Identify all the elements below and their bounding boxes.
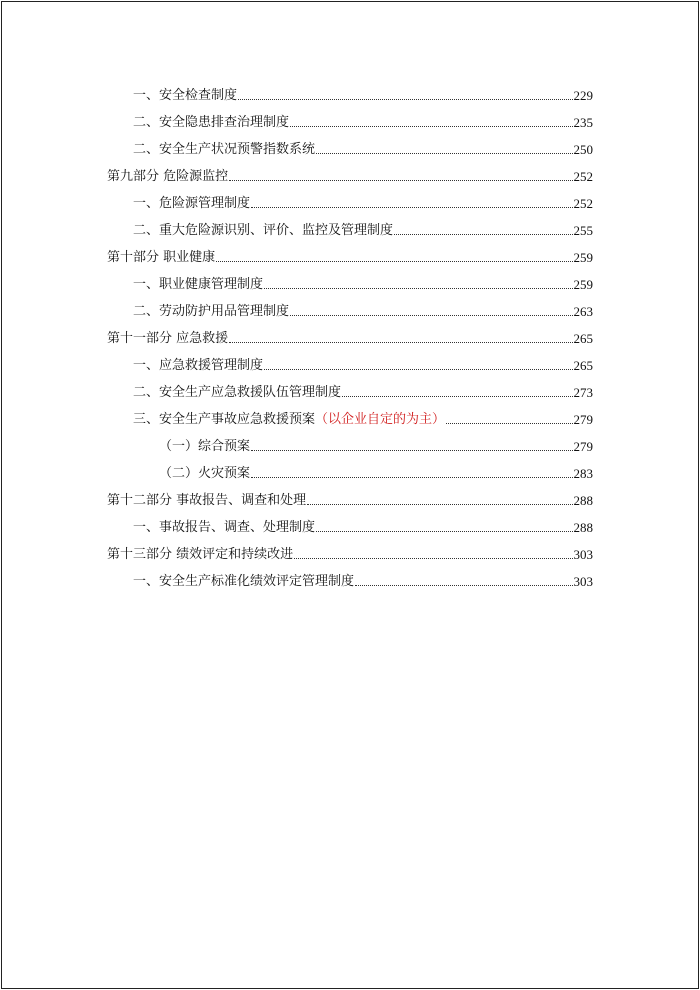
toc-entry-note: （以企业自定的为主） bbox=[315, 412, 446, 427]
toc-page-number: 259 bbox=[573, 250, 593, 265]
dot-leader bbox=[294, 558, 572, 559]
toc-page-number: 250 bbox=[573, 142, 593, 157]
toc-page-number: 252 bbox=[573, 169, 593, 184]
toc-entry-title: 一、安全检查制度 bbox=[133, 88, 238, 103]
toc-section-entry[interactable] bbox=[107, 543, 593, 563]
dot-leader bbox=[290, 315, 572, 316]
dot-leader bbox=[446, 423, 572, 424]
toc-entry-title: 第十一部分 应急救援 bbox=[107, 331, 229, 346]
toc-page-number: 279 bbox=[573, 412, 593, 427]
toc-page-number: 303 bbox=[573, 547, 593, 562]
toc-page-number: 259 bbox=[573, 277, 593, 292]
toc-section-entry[interactable] bbox=[107, 165, 593, 185]
toc-entry[interactable] bbox=[133, 111, 593, 131]
toc-entry[interactable] bbox=[133, 138, 593, 158]
dot-leader bbox=[316, 153, 572, 154]
toc-entry-title: 一、安全生产标准化绩效评定管理制度 bbox=[133, 574, 355, 589]
toc-section-entry[interactable] bbox=[107, 246, 593, 266]
toc-page-number: 229 bbox=[573, 88, 593, 103]
dot-leader bbox=[264, 288, 572, 289]
toc-entry-title: 第十部分 职业健康 bbox=[107, 250, 216, 265]
toc-page-number: 255 bbox=[573, 223, 593, 238]
toc-page-number: 263 bbox=[573, 304, 593, 319]
toc-page-number: 265 bbox=[573, 358, 593, 373]
toc-subentry[interactable] bbox=[159, 435, 593, 455]
dot-leader bbox=[264, 369, 572, 370]
dot-leader bbox=[316, 531, 572, 532]
toc-page-number: 288 bbox=[573, 520, 593, 535]
toc-entry[interactable] bbox=[133, 570, 593, 590]
toc-entry-title: 第十三部分 绩效评定和持续改进 bbox=[107, 547, 294, 562]
toc-entry-title: 一、应急救援管理制度 bbox=[133, 358, 264, 373]
toc-entry[interactable] bbox=[133, 354, 593, 374]
dot-leader bbox=[342, 396, 572, 397]
toc-section-entry[interactable] bbox=[107, 327, 593, 347]
toc-entry-title: 二、安全生产状况预警指数系统 bbox=[133, 142, 316, 157]
toc-entry-title: 一、危险源管理制度 bbox=[133, 196, 251, 211]
dot-leader bbox=[290, 126, 572, 127]
toc-section-entry[interactable] bbox=[107, 489, 593, 509]
toc-page-number: 279 bbox=[573, 439, 593, 454]
toc-entry[interactable] bbox=[133, 273, 593, 293]
dot-leader bbox=[307, 504, 572, 505]
dot-leader bbox=[394, 234, 572, 235]
toc-entry-title: 第十二部分 事故报告、调查和处理 bbox=[107, 493, 307, 508]
toc-entry[interactable] bbox=[133, 381, 593, 401]
toc-page-number: 265 bbox=[573, 331, 593, 346]
toc-page-number: 288 bbox=[573, 493, 593, 508]
toc-entry-title: （一）综合预案 bbox=[159, 439, 251, 454]
toc-entry-title: 一、职业健康管理制度 bbox=[133, 277, 264, 292]
dot-leader bbox=[216, 261, 572, 262]
toc-entry-title: 第九部分 危险源监控 bbox=[107, 169, 229, 184]
dot-leader bbox=[355, 585, 572, 586]
toc-entry-title: （二）火灾预案 bbox=[159, 466, 251, 481]
toc-page-number: 273 bbox=[573, 385, 593, 400]
toc-entry[interactable] bbox=[133, 192, 593, 212]
toc-entry[interactable] bbox=[133, 219, 593, 239]
toc-subentry[interactable] bbox=[159, 462, 593, 482]
toc-entry-title: 二、安全隐患排查治理制度 bbox=[133, 115, 290, 130]
toc-entry-title: 二、重大危险源识别、评价、监控及管理制度 bbox=[133, 223, 394, 238]
dot-leader bbox=[229, 342, 572, 343]
dot-leader bbox=[251, 450, 572, 451]
toc-page-number: 252 bbox=[573, 196, 593, 211]
toc-entry-title: 二、安全生产应急救援队伍管理制度 bbox=[133, 385, 342, 400]
toc-entry[interactable] bbox=[133, 300, 593, 320]
toc-page-number: 235 bbox=[573, 115, 593, 130]
toc-entry-title: 三、安全生产事故应急救援预案 bbox=[133, 412, 316, 427]
toc-entry-title: 二、劳动防护用品管理制度 bbox=[133, 304, 290, 319]
dot-leader bbox=[251, 207, 572, 208]
toc-entry[interactable] bbox=[133, 84, 593, 104]
dot-leader bbox=[238, 99, 572, 100]
toc-page-number: 283 bbox=[573, 466, 593, 481]
toc-entry-title: 一、事故报告、调查、处理制度 bbox=[133, 520, 316, 535]
toc-entry[interactable] bbox=[133, 408, 593, 428]
dot-leader bbox=[229, 180, 572, 181]
toc-page-number: 303 bbox=[573, 574, 593, 589]
dot-leader bbox=[251, 477, 572, 478]
toc-entry[interactable] bbox=[133, 516, 593, 536]
